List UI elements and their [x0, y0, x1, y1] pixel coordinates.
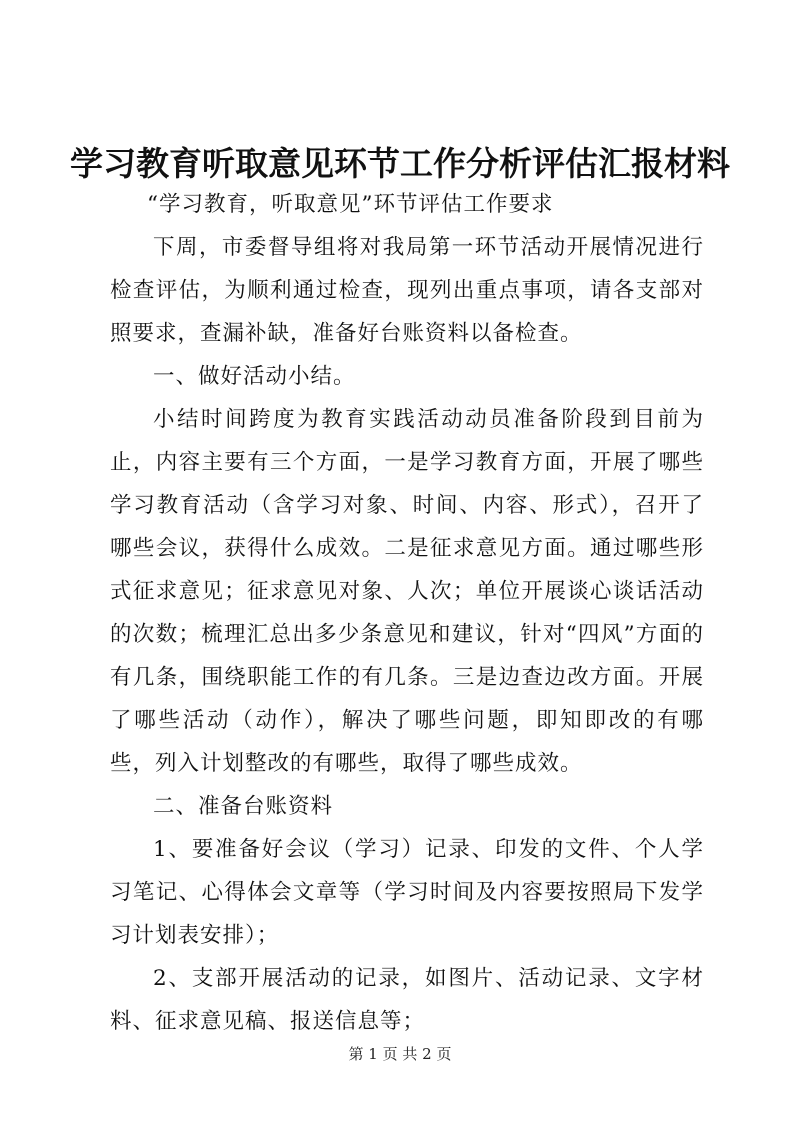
- intro-paragraph: 下周，市委督导组将对我局第一环节活动开展情况进行检查评估，为顺利通过检查，现列出重点事项，请各支部对照要求，查漏补缺，准备好台账资料以备检查。: [110, 235, 704, 346]
- heading-ledger-materials: 二、准备台账资料: [153, 794, 334, 819]
- page-footer: 第 1 页 共 2 页: [348, 1045, 452, 1063]
- summary-paragraph: 小结时间跨度为教育实践活动动员准备阶段到目前为止，内容主要有三个方面，一是学习教育方面，开展了哪些学习教育活动（含学习对象、时间、内容、形式），召开了哪些会议，获得什么成效。二是征求意见方面。通过哪些形式征求意见；征求意见对象、人次；单位开展谈心谈话活动的次数；梳理汇总出多少条意见和建议，针对“四风”方面的有几条，围绕职能工作的有几条。三是边查边改方面。开展了哪些活动（动作），解决了哪些问题，即知即改的有哪些，列入计划整改的有哪些，取得了哪些成效。: [110, 407, 704, 776]
- section-subtitle: “学习教育，听取意见”环节评估工作要求: [147, 192, 554, 217]
- document-body: [110, 183, 704, 1043]
- ledger-item-1: 1、要准备好会议（学习）记录、印发的文件、个人学习笔记、心得体会文章等（学习时间及内容要按照局下发学习计划表安排）；: [110, 837, 704, 948]
- heading-activity-summary: 一、做好活动小结。: [153, 364, 356, 389]
- ledger-item-2: 2、支部开展活动的记录，如图片、活动记录、文字材料、征求意见稿、报送信息等；: [110, 966, 704, 1034]
- document-title: 学习教育听取意见环节工作分析评估汇报材料: [70, 144, 730, 183]
